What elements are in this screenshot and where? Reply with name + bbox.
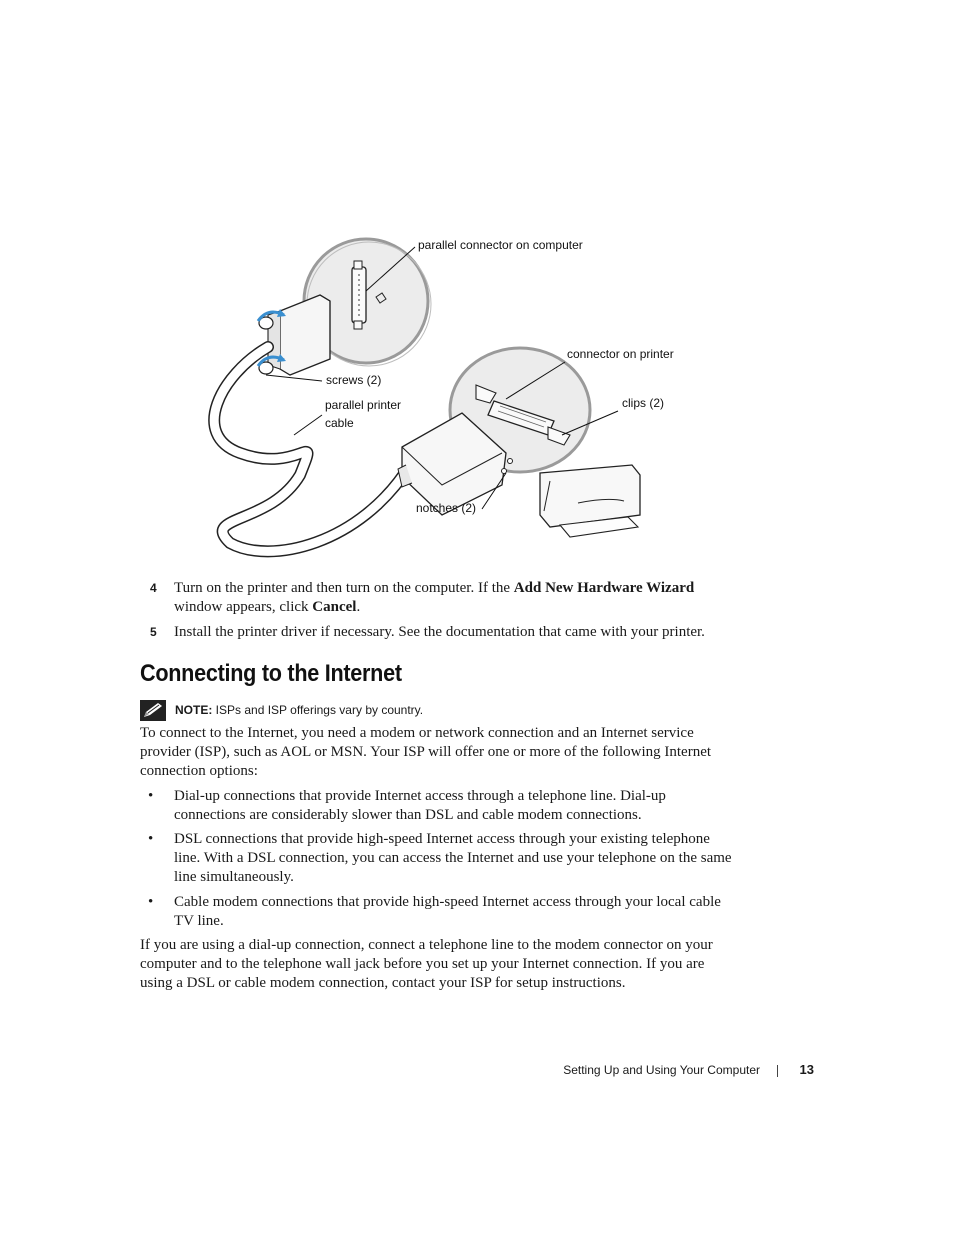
- callout-clips: clips (2): [622, 396, 665, 410]
- page-number: 13: [799, 1062, 814, 1077]
- add-new-hardware-wizard-label: Add New Hardware Wizard: [513, 580, 695, 596]
- step-text-part: Turn on the printer and then turn on the computer. If the: [174, 580, 514, 596]
- list-item-line: Cable modem connections that provide high-speed Internet access through your local cable: [174, 894, 721, 910]
- note-label: NOTE:: [175, 703, 213, 717]
- note-body: ISPs and ISP offerings vary by country.: [212, 703, 424, 717]
- list-item-line: Dial-up connections that provide Internet access through a telephone line. Dial-up: [174, 788, 666, 804]
- callout-cable-line1: parallel printer: [325, 398, 402, 412]
- callout-connector-on-printer: connector on printer: [567, 347, 674, 361]
- pencil-note-icon: [140, 700, 166, 721]
- paragraph-line: using a DSL or cable modem connection, contact your ISP for setup instructions.: [140, 975, 626, 991]
- step-number: 5: [150, 625, 157, 639]
- step-number: 4: [150, 581, 157, 595]
- callout-parallel-connector-computer: parallel connector on computer: [418, 238, 583, 252]
- step-text: [174, 579, 774, 617]
- paragraph-line: To connect to the Internet, you need a modem or network connection and an Internet service: [140, 725, 694, 741]
- paragraph-line: connection options:: [140, 763, 258, 779]
- printer-connection-illustration: [180, 225, 720, 565]
- list-item-line: connections are considerably slower than DSL and cable modem connections.: [174, 807, 642, 823]
- paragraph-line: provider (ISP), such as AOL or MSN. Your ISP will offer one or more of the following Internet: [140, 744, 712, 760]
- list-item-line: TV line.: [174, 913, 224, 929]
- closing-paragraph: [140, 936, 760, 993]
- callout-notches: notches (2): [416, 501, 477, 515]
- bullet-marker: •: [148, 788, 154, 804]
- list-item-line: DSL connections that provide high-speed Internet access through your existing telephone: [174, 831, 710, 847]
- footer-section-title: Setting Up and Using Your Computer: [563, 1063, 760, 1077]
- bullet-marker: •: [148, 831, 154, 847]
- callout-cable-line2: cable: [325, 416, 354, 430]
- section-heading: Connecting to the Internet: [140, 660, 402, 687]
- step-text: Install the printer driver if necessary. See the documentation that came with your printer.: [174, 624, 705, 640]
- intro-paragraph: [140, 724, 760, 781]
- step-text-part: .: [356, 599, 361, 615]
- footer-separator: [777, 1065, 778, 1077]
- cancel-label: Cancel: [312, 599, 357, 615]
- bullet-marker: •: [148, 894, 154, 910]
- note-text: [175, 703, 423, 717]
- callout-screws: screws (2): [326, 373, 382, 387]
- cable-connector-computer: [280, 295, 330, 375]
- paragraph-line: If you are using a dial-up connection, connect a telephone line to the modem connector on your: [140, 937, 713, 953]
- list-item-line: line. With a DSL connection, you can access the Internet and use your telephone on the same: [174, 850, 732, 866]
- step-text-part: window appears, click: [174, 599, 313, 615]
- list-item-line: line simultaneously.: [174, 869, 294, 885]
- paragraph-line: computer and to the telephone wall jack before you set up your Internet connection. If you are: [140, 956, 705, 972]
- page-footer: [540, 1062, 814, 1080]
